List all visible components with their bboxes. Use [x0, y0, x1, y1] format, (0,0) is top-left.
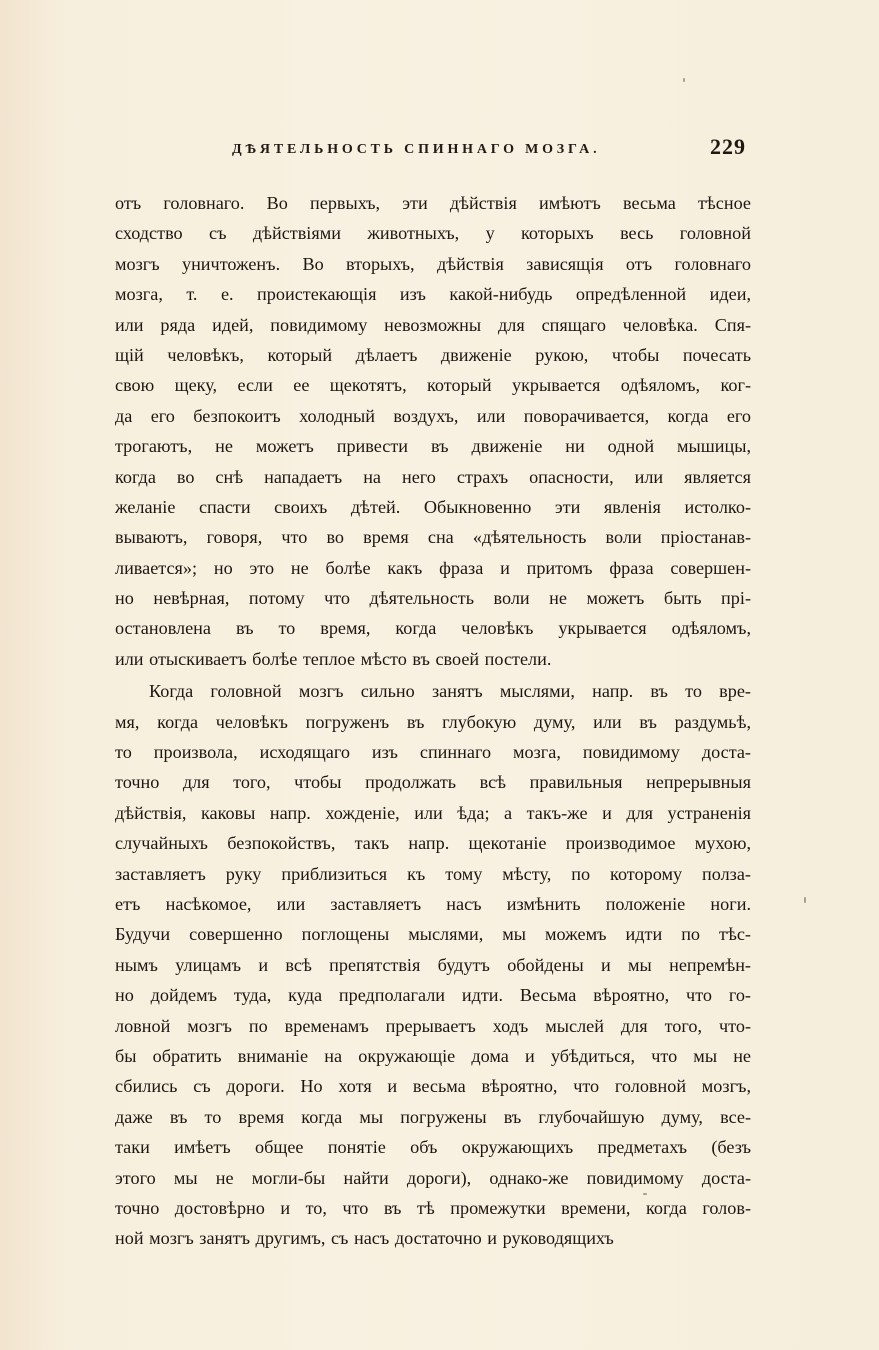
text-line: дѣйствія, каковы напр. хожденіе, или ѣда; а такъ-же и для устраненія — [115, 802, 751, 823]
running-head: ДѢЯТЕЛЬНОСТЬ СПИННАГО МОЗГА. — [232, 142, 601, 157]
text-line: ловной мозгъ по временамъ прерываетъ ходъ мыслей для того, что- — [115, 1015, 751, 1036]
text-line: этого мы не могли-бы найти дороги), однако-же повидимому доста- — [115, 1167, 751, 1188]
paper-speck — [643, 1193, 647, 1195]
text-line: свою щеку, если ее щекотятъ, который укрывается одѣяломъ, ког- — [115, 375, 751, 396]
text-line: остановлена въ то время, когда человѣкъ укрывается одѣяломъ, — [115, 618, 751, 639]
text-line: таки имѣетъ общее понятіе объ окружающихъ предметахъ (безъ — [115, 1137, 751, 1158]
text-line: даже въ то время когда мы погружены въ глубочайшую думу, все- — [115, 1106, 751, 1127]
text-line: сходство съ дѣйствіями животныхъ, у которыхъ весь головной — [115, 223, 751, 244]
text-line: бы обратить вниманіе на окружающіе дома и убѣдиться, что мы не — [115, 1045, 751, 1066]
text-body — [115, 188, 751, 1254]
text-line: случайныхъ безпокойствъ, такъ напр. щекотаніе производимое мухою, — [115, 833, 751, 854]
paper-speck — [683, 78, 685, 82]
text-line: когда во снѣ нападаетъ на него страхъ опасности, или является — [115, 466, 751, 487]
text-line: но дойдемъ туда, куда предполагали идти. Весьма вѣроятно, что го- — [115, 985, 751, 1006]
text-line: заставляетъ руку приблизиться къ тому мѣсту, по которому полза- — [115, 863, 751, 884]
text-line: то произвола, исходящаго изъ спиннаго мозга, повидимому доста- — [115, 742, 751, 763]
text-line: точно достовѣрно и то, что въ тѣ промежутки времени, когда голов- — [115, 1197, 751, 1218]
paper-speck — [804, 897, 806, 903]
text-line: ливается»; но это не болѣе какъ фраза и притомъ фраза совершен- — [115, 557, 751, 578]
text-line: нымъ улицамъ и всѣ препятствія будутъ обойдены и мы непремѣн- — [115, 954, 751, 975]
text-line: етъ насѣкомое, или заставляетъ насъ измѣнить положеніе ноги. — [115, 893, 751, 914]
text-line: ной мозгъ занятъ другимъ, съ насъ достаточно и руководящихъ — [115, 1228, 614, 1249]
text-line: желаніе спасти своихъ дѣтей. Обыкновенно эти явленія истолко- — [115, 496, 751, 517]
text-line: мя, когда человѣкъ погруженъ въ глубокую думу, или въ раздумьѣ, — [115, 711, 751, 732]
text-line: сбились съ дороги. Но хотя и весьма вѣроятно, что головной мозгъ, — [115, 1076, 751, 1097]
text-line: точно для того, чтобы продолжать всѣ правильныя непрерывныя — [115, 772, 751, 793]
page-header — [112, 134, 746, 168]
text-line: отъ головнаго. Во первыхъ, эти дѣйствія имѣютъ весьма тѣсное — [115, 193, 751, 213]
text-line: мозгъ уничтоженъ. Во вторыхъ, дѣйствія зависящія отъ головнаго — [115, 253, 751, 274]
text-line: Будучи совершенно поглощены мыслями, мы можемъ идти по тѣс- — [115, 924, 751, 945]
page-number: 229 — [710, 134, 746, 159]
text-line: или отыскиваетъ болѣе теплое мѣсто въ своей постели. — [115, 648, 552, 669]
text-line: да его безпокоитъ холодный воздухъ, или поворачивается, когда его — [115, 405, 751, 426]
text-line: или ряда идей, повидимому невозможны для спящаго человѣка. Спя- — [115, 314, 751, 335]
paragraph-2 — [115, 676, 751, 1253]
text-line: мозга, т. е. проистекающія изъ какой-нибудь опредѣленной идеи, — [115, 284, 751, 305]
text-line: вываютъ, говоря, что во время сна «дѣятельность воли пріостанав- — [115, 527, 751, 548]
text-line: щій человѣкъ, который дѣлаетъ движеніе рукою, чтобы почесать — [115, 344, 751, 365]
paragraph-1 — [115, 188, 751, 674]
text-line: Когда головной мозгъ сильно занятъ мыслями, напр. въ то вре- — [149, 681, 751, 702]
text-line: трогаютъ, не можетъ привести въ движеніе ни одной мышицы, — [115, 436, 751, 457]
text-line: но невѣрная, потому что дѣятельность воли не можетъ быть прі- — [115, 588, 751, 609]
